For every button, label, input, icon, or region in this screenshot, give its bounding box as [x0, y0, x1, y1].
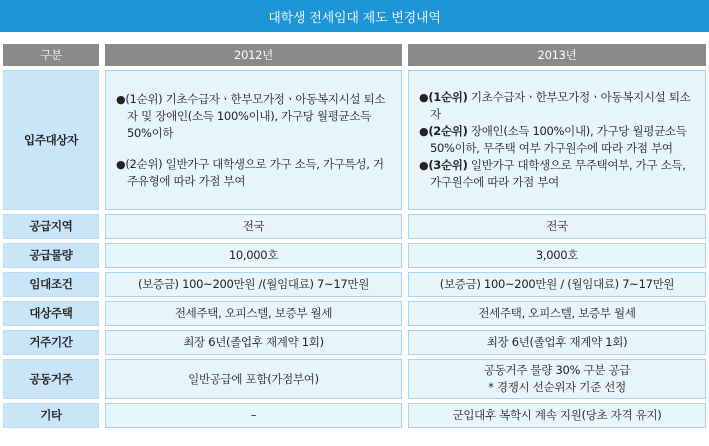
- table-row: [3, 403, 706, 428]
- table-row: [3, 359, 706, 399]
- shared-2013-line2: * 경쟁시 선순위자 기준 선정: [488, 380, 626, 394]
- header-category: 구분: [3, 44, 99, 66]
- bullet-item: ●(3순위) 일반가구 대학생으로 무주택여부, 가구 소득, 가구원수에 따라 가점 부여: [419, 158, 686, 189]
- shared-2012: 일반공급에 포함(가점부여): [105, 359, 402, 399]
- housing-2012: 전세주택, 오피스텔, 보증부 월세: [105, 301, 402, 326]
- region-2012: 전국: [105, 214, 402, 239]
- etc-2013: 군입대후 복학시 계속 지원(당초 자격 유지): [408, 403, 706, 428]
- shared-2013: [408, 359, 706, 399]
- housing-2013: 전세주택, 오피스텔, 보증부 월세: [408, 301, 706, 326]
- table-title: 대학생 전세임대 제도 변경내역: [0, 0, 709, 32]
- bullet-icon: ●: [116, 92, 126, 106]
- row-label-etc: 기타: [3, 403, 99, 428]
- table-row: [3, 243, 706, 268]
- etc-2012: –: [105, 403, 402, 428]
- row-label-period: 거주기간: [3, 330, 99, 355]
- quantity-2012: 10,000호: [105, 243, 402, 268]
- table-row: [3, 301, 706, 326]
- period-2013: 최장 6년(졸업후 재계약 1회): [408, 330, 706, 355]
- quantity-2013: 3,000호: [408, 243, 706, 268]
- row-label-shared: 공동거주: [3, 359, 99, 399]
- header-2012: 2012년: [105, 44, 402, 66]
- table-row: [3, 70, 706, 210]
- table-row: [3, 330, 706, 355]
- bullet-icon: ●: [419, 125, 429, 138]
- terms-2012: (보증금) 100~200만원 /(월임대료) 7~17만원: [105, 272, 402, 297]
- bullet-item: ●(2순위) 일반가구 대학생으로 가구 소득, 가구특성, 거주유형에 따라 가점 부여: [116, 156, 384, 188]
- bullet-item: ●(1순위) 기초수급자ㆍ한부모가정ㆍ아동복지시설 퇴소자 및 장애인(소득 100%이내), 가구당 월평균소득 50%이하: [116, 91, 386, 140]
- bullet-item: ●(2순위) 장애인(소득 100%이내), 가구당 월평균소득 50%이하, 무주택 여부 가구원수에 따라 가점 부여: [419, 124, 687, 155]
- shared-2013-line1: 공동거주 물량 30% 구분 공급: [483, 363, 631, 377]
- row-label-region: 공급지역: [3, 214, 99, 239]
- header-2013: 2013년: [408, 44, 706, 66]
- period-2012: 최장 6년(졸업후 재계약 1회): [105, 330, 402, 355]
- row-label-housing: 대상주택: [3, 301, 99, 326]
- region-2013: 전국: [408, 214, 706, 239]
- policy-change-table: [3, 40, 706, 432]
- bullet-icon: ●: [419, 91, 429, 104]
- row-label-eligibility: 입주대상자: [3, 70, 99, 210]
- bullet-icon: ●: [116, 157, 126, 171]
- row-label-terms: 임대조건: [3, 272, 99, 297]
- table-row: [3, 214, 706, 239]
- bullet-icon: ●: [419, 159, 429, 172]
- table-row: [3, 272, 706, 297]
- eligibility-2013: [408, 70, 706, 210]
- row-label-quantity: 공급물량: [3, 243, 99, 268]
- header-row: [3, 44, 706, 66]
- eligibility-2012: [105, 70, 402, 210]
- bullet-item: ●(1순위) 기초수급자ㆍ한부모가정ㆍ아동복지시설 퇴소자: [419, 90, 691, 121]
- terms-2013: (보증금) 100~200만원 / (월임대료) 7~17만원: [408, 272, 706, 297]
